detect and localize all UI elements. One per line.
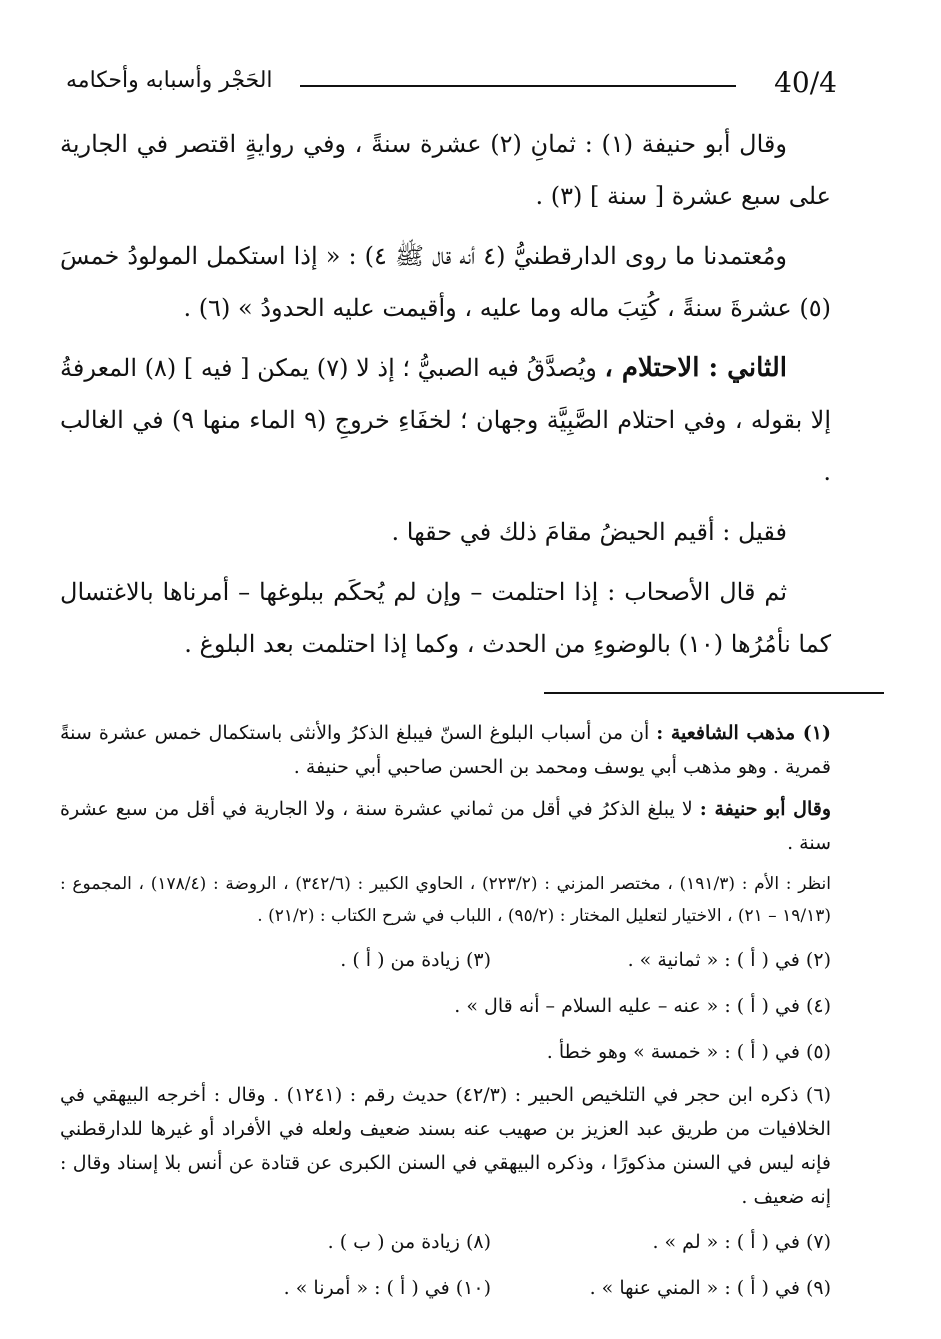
footnote-8: (٨) زيادة من ( ب ) . — [327, 1231, 491, 1253]
footnote-9: (٩) في ( أ ) : « المني عنها » . — [589, 1277, 831, 1299]
footnote-3: (٣) زيادة من ( أ ) . — [340, 949, 491, 971]
footnote-1-references: انظر : الأم : (١٩١/٣) ، مختصر المزني : (٢٢٣/٢) ، الحاوي الكبير : (٣٤٢/٦) ، الروضة : (١٧٨/٤) ، المجموع : (١٩/١٣ – ٢١) ، الاختيار لتعليل المختار : (٩٥/٢) ، اللباب في شرح الكتاب : (٢١/٢) . — [60, 874, 831, 926]
paragraph-3-text: ويُصدَّقُ فيه الصبيُّ ؛ إذ لا (٧) يمكن [ فيه ] (٨) المعرفةُ إلا بقوله ، وفي احتلام الصَّبِيَّة وجهان ؛ لخفَاءِ خروجِ (٩ الماء منها ٩) في الغالب . — [60, 354, 832, 486]
footnote-1 — [60, 716, 831, 784]
page-number: 40/4 — [774, 66, 837, 99]
running-title: الحَجْر وأسبابه وأحكامه — [66, 68, 273, 93]
paragraph-3 — [60, 342, 831, 498]
paragraph-2: ومُعتمدنا ما روى الدارقطنيُّ (٤ أنه قال ﷺ ٤) : « إذا استكمل المولودُ خمسَ (٥) عشرةَ سنةً ، كُتِبَ ماله وما عليه ، وأقيمت عليه الحدودُ » (٦) . — [60, 242, 831, 322]
footnote-separator-wrap — [60, 692, 831, 694]
footnote-4: (٤) في ( أ ) : « عنه – عليه السلام – أنه قال » . — [454, 995, 831, 1017]
paragraph-1: وقال أبو حنيفة (١) : ثمانِ (٢) عشرة سنةً ، وفي روايةٍ اقتصر في الجارية على سبع عشرة [ سنة ] (٣) . — [60, 130, 831, 210]
paragraph-4: فقيل : أقيم الحيضُ مقامَ ذلك في حقها . — [391, 518, 787, 546]
header-rule — [300, 85, 736, 87]
main-text — [60, 118, 831, 670]
footnote-2: (٢) في ( أ ) : « ثمانية » . — [627, 949, 831, 971]
footnote-1b-text: لا يبلغ الذكرُ في أقل من ثماني عشرة سنة ، ولا الجارية في أقل من سبع عشرة سنة . — [60, 798, 831, 854]
footnote-1-text: أن من أسباب البلوغ السنّ فيبلغ الذكرُ والأنثى باستكمال خمس عشرة سنةً قمرية . وهو مذهب أبي يوسف ومحمد بن الحسن صاحبي أبي حنيفة . — [60, 722, 831, 778]
footnote-1b-lead: وقال أبو حنيفة : — [699, 798, 831, 820]
footnote-5: (٥) في ( أ ) : « خمسة » وهو خطأ . — [546, 1041, 831, 1063]
footnote-row-2-3 — [60, 940, 831, 980]
footnote-1-lead: (١) مذهب الشافعية : — [656, 722, 831, 744]
page-header — [60, 58, 837, 99]
footnote-6: (٦) ذكره ابن حجر في التلخيص الحبير : (٤٢/٣) حديث رقم : (١٢٤١) . وقال : أخرجه البيهقي في الخلافيات من طريق عبد العزيز بن صهيب عنه بسند ضعيف ولعله في الأفراد أو غيرها للدارقطني فإنه ليس في السنن مذكورًا ، وذكره البيهقي في السنن الكبرى عن قتادة عن أنس بلا إسناد وقال : إنه ضعيف . — [60, 1084, 831, 1208]
footnotes — [60, 716, 831, 1308]
footnote-10: (١٠) في ( أ ) : « أمرنا » . — [283, 1277, 491, 1299]
footnote-row-7-8 — [60, 1222, 831, 1262]
footnote-row-9-10 — [60, 1268, 831, 1308]
footnote-7: (٧) في ( أ ) : « لم » . — [652, 1231, 831, 1253]
footnote-1b — [60, 792, 831, 860]
paragraph-5: ثم قال الأصحاب : إذا احتلمت – وإن لم يُحكَم ببلوغها – أمرناها بالاغتسال كما نأمُرُها (١٠) بالوضوءِ من الحدث ، وكما إذا احتلمت بعد البلوغ . — [60, 578, 831, 658]
paragraph-3-lead: الثاني : الاحتلام ، — [604, 353, 788, 383]
footnote-separator — [544, 692, 884, 694]
